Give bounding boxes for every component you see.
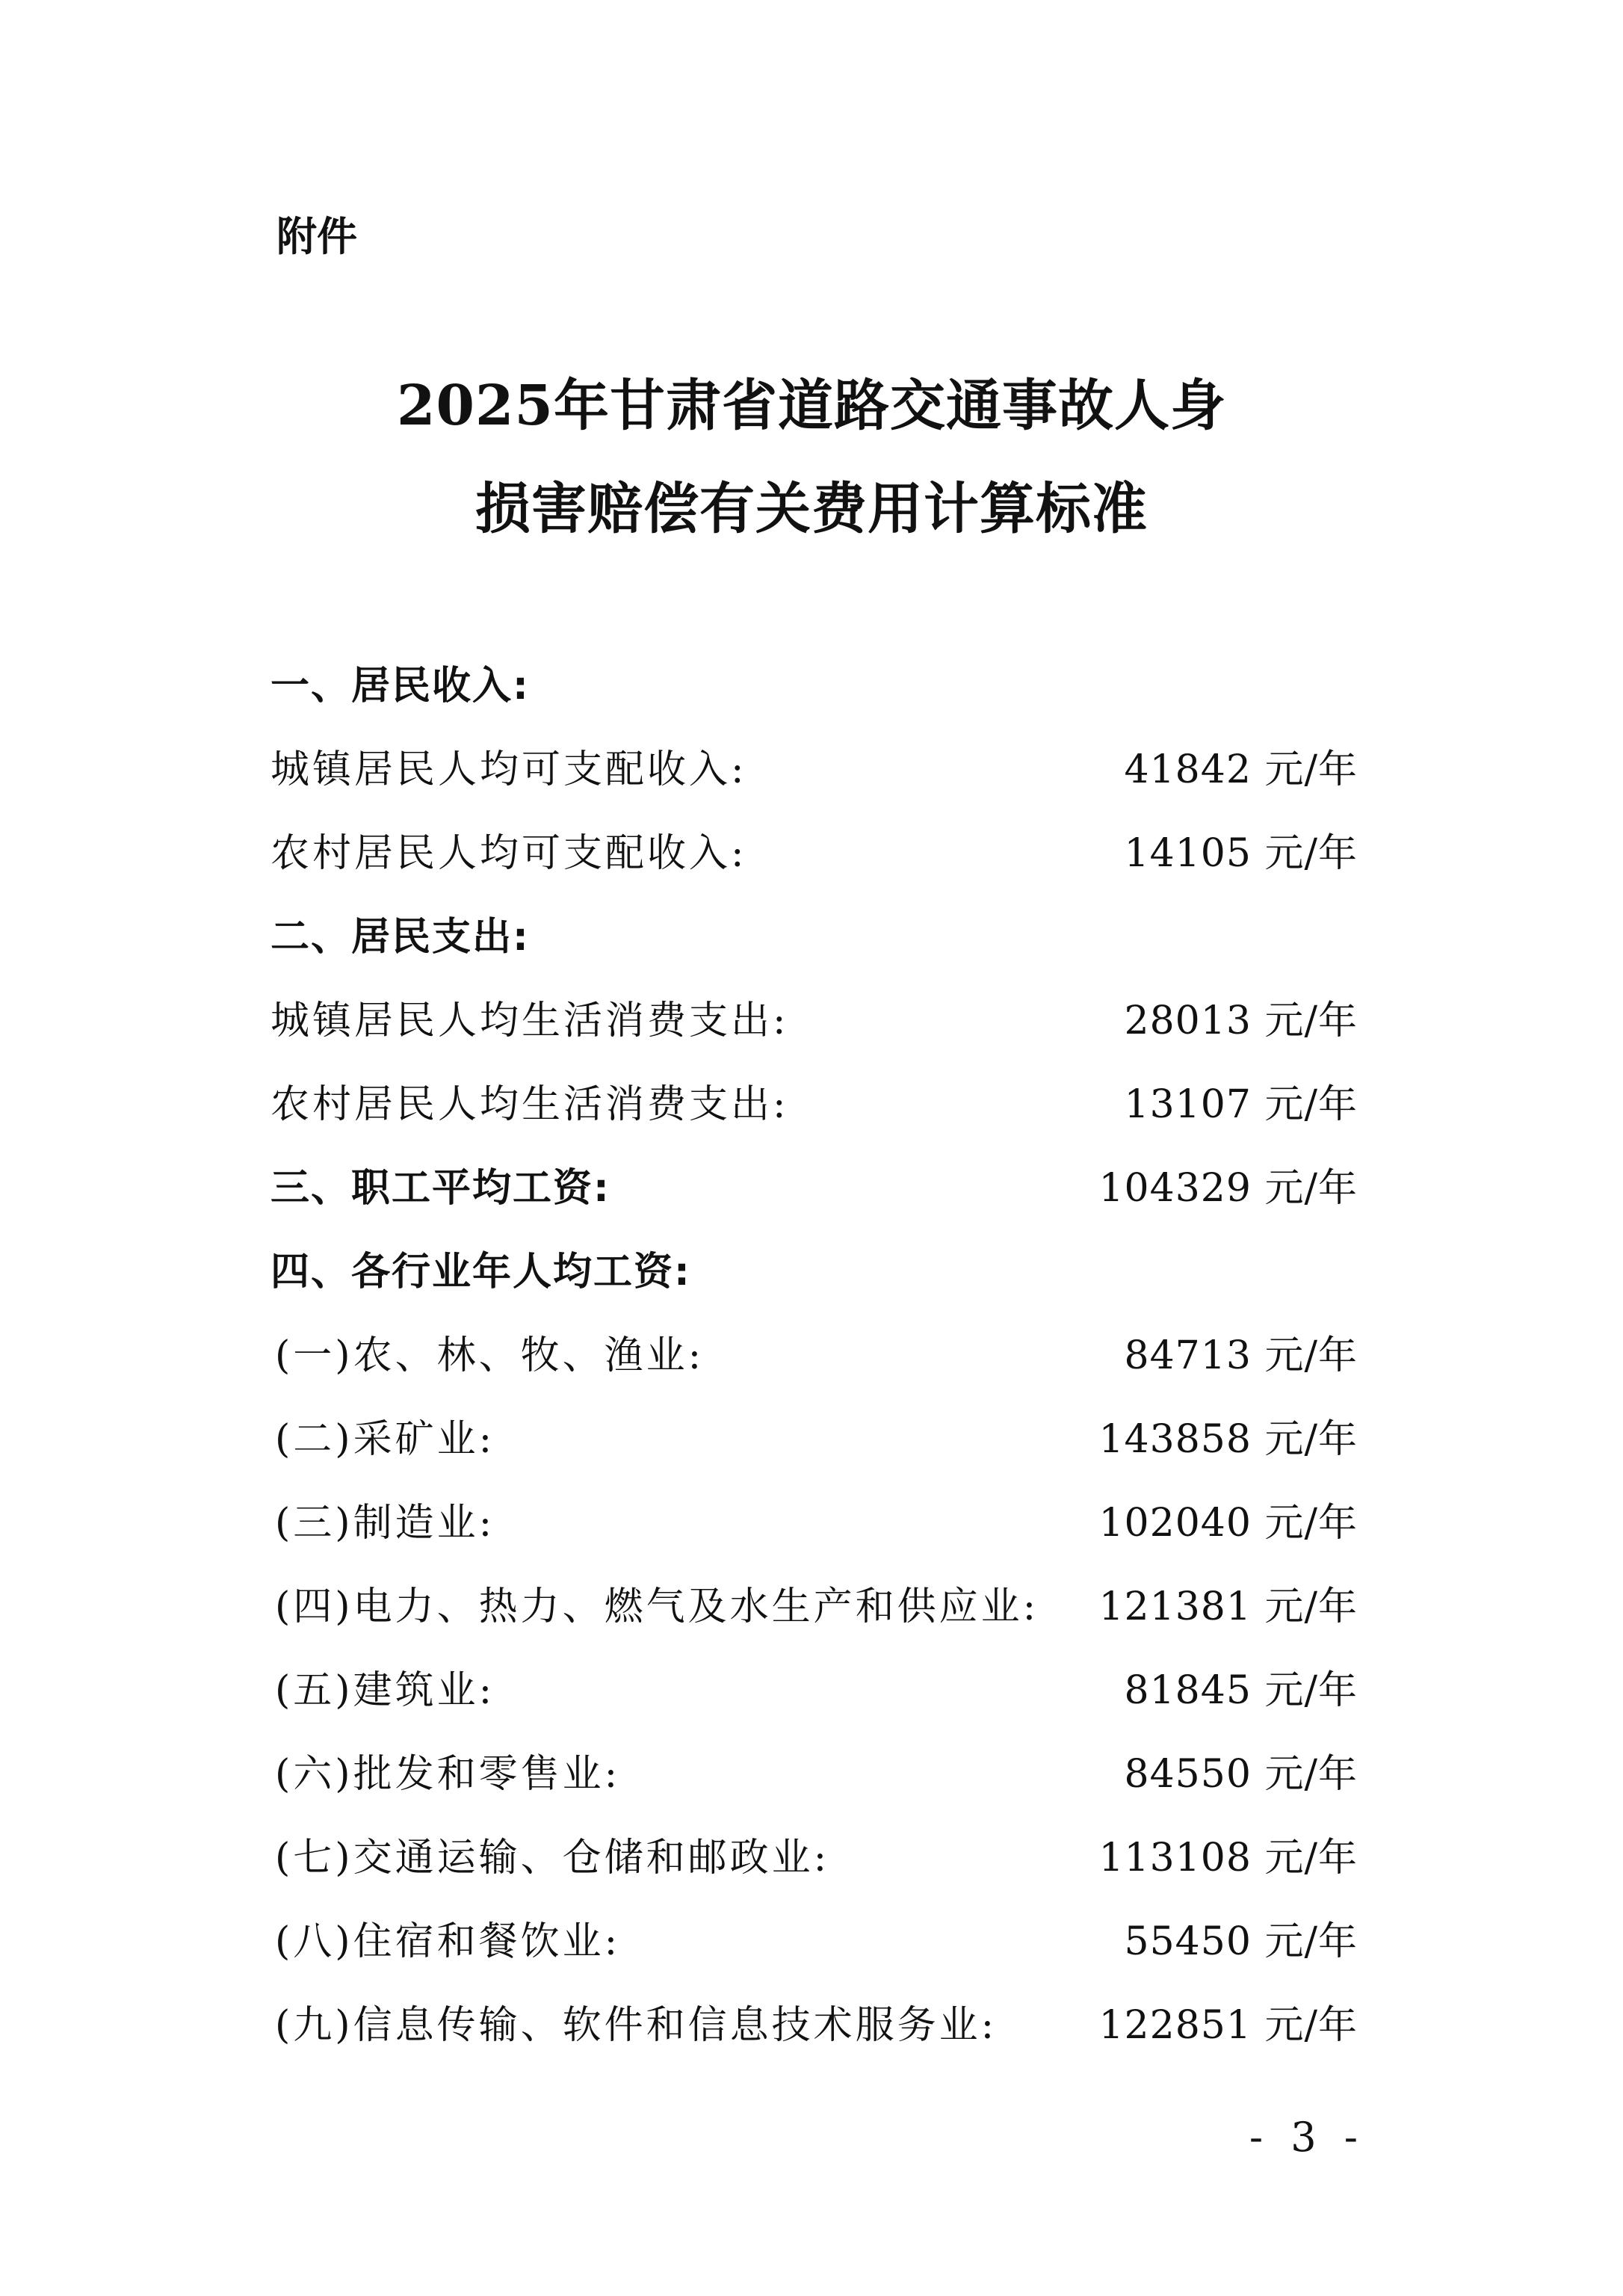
item-value: 84550 元/年 <box>1124 1752 1358 1797</box>
standard-item-row <box>0 1565 1623 1649</box>
standard-item-row <box>0 1984 1623 2067</box>
item-value: 28013 元/年 <box>1124 999 1358 1043</box>
section-heading-row <box>0 895 1623 979</box>
section-heading-row <box>0 1230 1623 1314</box>
standard-item-row <box>0 1900 1623 1984</box>
item-label: (八)住宿和餐饮业: <box>275 1919 621 1964</box>
standard-item-row <box>0 812 1623 895</box>
item-value: 121381 元/年 <box>1098 1584 1358 1629</box>
item-label: (六)批发和零售业: <box>275 1752 621 1797</box>
item-label: 城镇居民人均生活消费支出: <box>270 999 789 1043</box>
item-value: 55450 元/年 <box>1124 1919 1358 1964</box>
item-value: 84713 元/年 <box>1124 1333 1358 1378</box>
item-label: 城镇居民人均可支配收入: <box>270 747 747 792</box>
standard-item-row <box>0 1063 1623 1147</box>
item-value: 143858 元/年 <box>1098 1417 1358 1462</box>
standards-list <box>0 644 1623 2067</box>
item-label: 农村居民人均生活消费支出: <box>270 1082 789 1127</box>
standard-item-row <box>0 1481 1623 1565</box>
document-title-line-1: 2025年甘肃省道路交通事故人身 <box>397 374 1226 438</box>
section-heading-label: 一、居民收入: <box>270 664 530 709</box>
standard-item-row <box>0 1649 1623 1732</box>
document-title-line-2: 损害赔偿有关费用计算标准 <box>475 477 1148 541</box>
section-heading-row <box>0 644 1623 728</box>
item-label: (七)交通运输、仓储和邮政业: <box>275 1836 830 1880</box>
attachment-label: 附件 <box>276 213 357 260</box>
standard-item-row <box>0 728 1623 812</box>
item-value: 113108 元/年 <box>1098 1836 1358 1880</box>
item-label: (四)电力、热力、燃气及水生产和供应业: <box>275 1584 1039 1629</box>
standard-item-row <box>0 1816 1623 1900</box>
section-heading-label: 四、各行业年人均工资: <box>270 1250 691 1294</box>
standard-item-row <box>0 1314 1623 1398</box>
item-value: 81845 元/年 <box>1124 1668 1358 1713</box>
item-value: 122851 元/年 <box>1098 2003 1358 2048</box>
item-label: (五)建筑业: <box>275 1668 495 1713</box>
item-value: 14105 元/年 <box>1124 831 1358 876</box>
item-label: (二)采矿业: <box>275 1417 495 1462</box>
standard-item-row <box>0 979 1623 1063</box>
item-value: 41842 元/年 <box>1124 747 1358 792</box>
section-heading-label: 三、职工平均工资: <box>270 1166 610 1211</box>
page-number: - 3 - <box>1249 2114 1365 2161</box>
section-heading-row <box>0 1147 1623 1230</box>
item-label: 农村居民人均可支配收入: <box>270 831 747 876</box>
section-heading-label: 二、居民支出: <box>270 915 530 960</box>
item-value: 13107 元/年 <box>1124 1082 1358 1127</box>
standard-item-row <box>0 1398 1623 1481</box>
item-value: 104329 元/年 <box>1098 1166 1358 1211</box>
standard-item-row <box>0 1732 1623 1816</box>
item-label: (三)制造业: <box>275 1501 495 1546</box>
item-value: 102040 元/年 <box>1098 1501 1358 1546</box>
item-label: (一)农、林、牧、渔业: <box>275 1333 705 1378</box>
item-label: (九)信息传输、软件和信息技术服务业: <box>275 2003 998 2048</box>
